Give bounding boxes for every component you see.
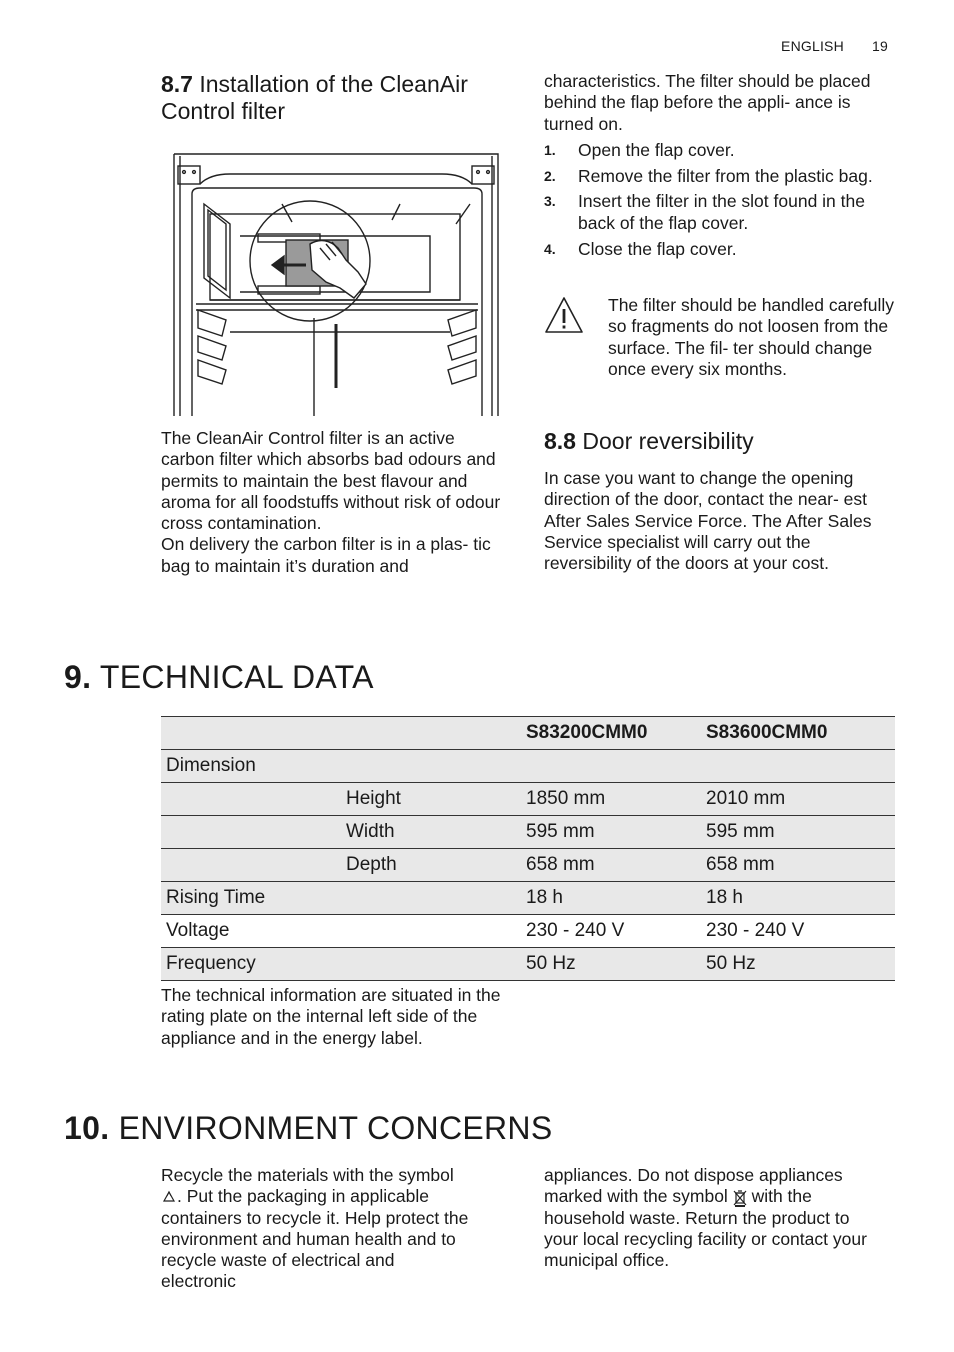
model-header: S83200CMM0 [521,717,701,750]
filter-delivery-text: On delivery the carbon filter is in a plas- tic bag to maintain it’s duration and [161,534,491,576]
environment-right-text: appliances. Do not dispose appliances marked with the symbol with the household waste. Return the product to your local recycling facility or contact your municipal office. [544,1165,867,1271]
table-row: Dimension [161,750,895,783]
section-title: Installation of the CleanAir Control filter [161,71,468,124]
technical-data-table [161,716,895,981]
page-number: 19 [872,38,888,54]
section-title: Door reversibility [582,428,754,454]
chapter-number: 10. [64,1110,110,1146]
door-reversibility-text: In case you want to change the opening direction of the door, contact the near- est After Sales Service Force. The After Sales Service specialist will carry out the reversibility of the doors at your cost. [544,468,872,574]
model-header: S83600CMM0 [701,717,895,750]
step-item: 2. Remove the filter from the plastic bag. [544,165,873,186]
section-10-heading [64,1110,552,1146]
environment-left-text: Recycle the materials with the symbol . Put the packaging in applicable containers to recycle it. Help protect the environment and human health and to recycle waste of electrical and electronic [161,1165,469,1292]
section-8-7-body [161,428,513,577]
table-row: Width 595 mm 595 mm [161,816,895,849]
warning-text: The filter should be handled carefully so fragments do not loosen from the surface. The fil- ter should change once every six months. [608,295,895,379]
chapter-title: ENVIRONMENT CONCERNS [118,1110,553,1146]
installation-steps [544,140,894,260]
table-row: Height 1850 mm 2010 mm [161,783,895,816]
table-row: Frequency 50 Hz 50 Hz [161,948,895,981]
step-item: 4. Close the flap cover. [544,238,737,259]
chapter-number: 9. [64,659,92,695]
page-header [781,38,888,54]
table-row: Voltage 230 - 240 V 230 - 240 V [161,915,895,948]
crossed-bin-icon [733,1189,747,1207]
section-8-7-heading [161,71,521,125]
section-8-8 [544,428,894,574]
header-language: ENGLISH [781,38,844,54]
step-item: 1. Open the flap cover. [544,139,735,160]
section-9-heading [64,659,374,695]
chapter-title: TECHNICAL DATA [99,659,374,695]
section-number: 8.7 [161,71,193,97]
table-row: Rising Time 18 h 18 h [161,882,895,915]
filter-installation-illustration [170,148,502,418]
filter-delivery-text-continued: characteristics. The filter should be placed behind the flap before the appli- ance is turned on. [544,71,871,134]
step-item: 3. Insert the filter in the slot found in the back of the flap cover. [544,191,865,233]
warning-triangle-icon [544,296,584,334]
section-number: 8.8 [544,428,576,454]
recycle-icon [161,1190,177,1206]
table-row: Depth 658 mm 658 mm [161,849,895,882]
table-header-row [161,717,895,750]
filter-description: The CleanAir Control filter is an active carbon filter which absorbs bad odours and permits to maintain the best flavour and aroma for all foodstuffs without risk of odour cross contamination. [161,428,501,534]
technical-note: The technical information are situated in the rating plate on the internal left side of the appliance and in the energy label. [161,985,501,1048]
section-8-7-continued [544,71,894,264]
